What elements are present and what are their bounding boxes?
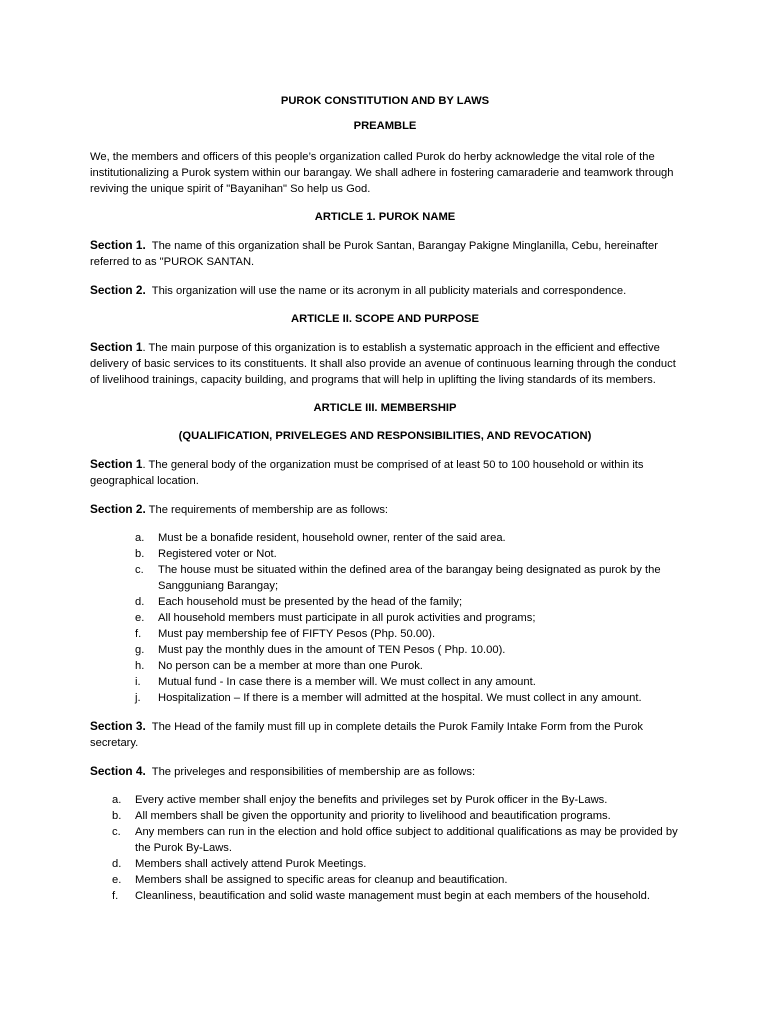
list-item-text: All members shall be given the opportunity and priority to livelihood and beautification programs. (135, 810, 611, 822)
list-item (90, 674, 680, 690)
article-1-section-1 (90, 237, 680, 270)
article-1-section-2 (90, 282, 680, 299)
section-label: Section 2. (90, 283, 146, 297)
list-marker: c. (135, 564, 144, 576)
list-item (90, 530, 680, 546)
article-3-section-4 (90, 763, 680, 780)
section-label: Section 2. (90, 502, 146, 516)
section-label: Section 1. (90, 238, 146, 252)
list-marker: j. (135, 692, 141, 704)
list-item-text: Must be a bonafide resident, household owner, renter of the said area. (158, 532, 506, 544)
membership-requirements-list (90, 530, 680, 706)
list-marker: i. (135, 676, 141, 688)
article-3-heading: ARTICLE III. MEMBERSHIP (313, 402, 457, 414)
list-item-text: Must pay membership fee of FIFTY Pesos (Php. 50.00). (158, 628, 436, 640)
list-marker: c. (112, 826, 121, 838)
article-3-section-1 (90, 456, 680, 489)
list-marker: d. (135, 596, 145, 608)
section-text: . The main purpose of this organization is to establish a systematic approach in the efficient and effective delivery of basic services to its constituents. It shall also provide an avenue of continuous learning through the conduct of livelihood trainings, capacity building, and programs that will help in uplifting the living standards of its members. (90, 342, 676, 386)
list-item-text: All household members must participate in all purok activities and programs; (158, 612, 536, 624)
article-1-heading: ARTICLE 1. PUROK NAME (314, 211, 456, 223)
list-item-text: Members shall be assigned to specific areas for cleanup and beautification. (135, 874, 508, 886)
list-item (90, 792, 680, 808)
list-item (90, 546, 680, 562)
list-item (90, 856, 680, 872)
list-item (90, 888, 680, 904)
list-marker: e. (112, 874, 122, 886)
section-label: Section 3. (90, 719, 146, 733)
list-marker: d. (112, 858, 122, 870)
section-text: The name of this organization shall be Purok Santan, Barangay Pakigne Minglanilla, Cebu, hereinafter referred to as "PUROK SANTAN. (90, 240, 658, 268)
list-item-text: Cleanliness, beautification and solid waste management must begin at each members of the household. (135, 890, 650, 902)
section-label: Section 1 (90, 457, 143, 471)
list-marker: f. (135, 628, 142, 640)
list-item (90, 642, 680, 658)
list-item (90, 658, 680, 674)
list-marker: a. (112, 794, 122, 806)
article-3-section-3 (90, 718, 680, 751)
list-marker: b. (112, 810, 122, 822)
list-item (90, 610, 680, 626)
list-item-text: Hospitalization – If there is a member will admitted at the hospital. We must collect in any amount. (158, 692, 642, 704)
document-body (90, 93, 680, 916)
article-2-heading: ARTICLE II. SCOPE AND PURPOSE (291, 313, 479, 325)
list-item-text: Must pay the monthly dues in the amount of TEN Pesos ( Php. 10.00). (158, 644, 506, 656)
section-label: Section 4. (90, 764, 146, 778)
section-text: This organization will use the name or its acronym in all publicity materials and correspondence. (151, 285, 627, 297)
list-item-text: Registered voter or Not. (158, 548, 277, 560)
list-item-text: No person can be a member at more than one Purok. (158, 660, 423, 672)
list-marker: a. (135, 532, 145, 544)
list-item-text: Any members can run in the election and hold office subject to additional qualifications as may be provided by the Purok By-Laws. (135, 826, 678, 854)
section-label: Section 1 (90, 340, 143, 354)
article-3-subheading: (QUALIFICATION, PRIVELEGES AND RESPONSIBILITIES, AND REVOCATION) (178, 430, 592, 442)
list-marker: b. (135, 548, 145, 560)
list-item-text: Each household must be presented by the head of the family; (158, 596, 463, 608)
list-marker: e. (135, 612, 145, 624)
list-marker: f. (112, 890, 119, 902)
preamble-text: We, the members and officers of this people’s organization called Purok do herby acknowledge the vital role of the institutionalizing a Purok system within our barangay. We shall adhere in fostering camaraderie and teamwork through reviving the unique spirit of "Bayanihan" So help us God. (90, 151, 674, 195)
section-text: The priveleges and responsibilities of membership are as follows: (151, 766, 476, 778)
article-2-section-1 (90, 339, 680, 388)
list-marker: g. (135, 644, 145, 656)
article-3-section-2 (90, 501, 680, 518)
section-text: . The general body of the organization must be comprised of at least 50 to 100 household or within its geographical location. (90, 459, 644, 487)
list-item (90, 626, 680, 642)
list-item-text: Members shall actively attend Purok Meetings. (135, 858, 367, 870)
list-item-text: The house must be situated within the defined area of the barangay being designated as purok by the Sangguniang Barangay; (158, 564, 661, 592)
section-text: The Head of the family must fill up in complete details the Purok Family Intake Form from the Purok secretary. (90, 721, 643, 749)
list-item (90, 562, 680, 594)
list-item-text: Every active member shall enjoy the benefits and privileges set by Purok officer in the By-Laws. (135, 794, 608, 806)
preamble-heading: PREAMBLE (353, 120, 417, 132)
document-title: PUROK CONSTITUTION AND BY LAWS (280, 95, 490, 107)
list-item (90, 594, 680, 610)
list-item (90, 872, 680, 888)
list-item-text: Mutual fund - In case there is a member will. We must collect in any amount. (158, 676, 536, 688)
section-text: The requirements of membership are as follows: (148, 504, 389, 516)
list-item (90, 824, 680, 856)
list-marker: h. (135, 660, 145, 672)
membership-privileges-list (90, 792, 680, 904)
list-item (90, 808, 680, 824)
list-item (90, 690, 680, 706)
